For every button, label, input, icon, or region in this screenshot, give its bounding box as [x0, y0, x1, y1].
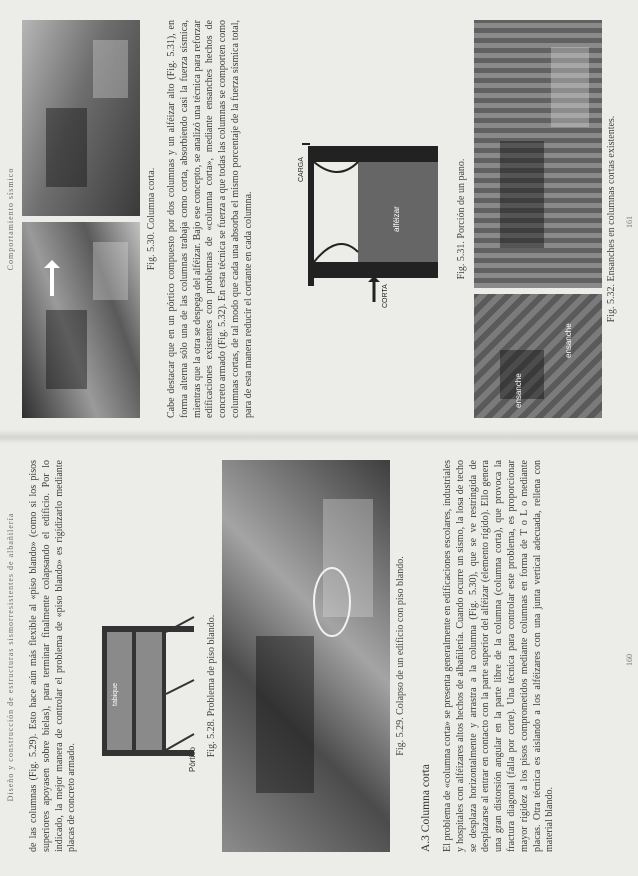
running-header: Comportamiento sísmico: [6, 167, 15, 271]
right-paragraph: Cabe destacar que en un pórtico compuesto por dos columnas y un alféizar alto (Fig. 5.31), en forma alterna sólo una de las columnas trabaja como corta, absorbiendo casi la fuerza sísmica, mientras que la otra se despega del alféizar. Bajo ese concepto, se analizó una técnica para reforzar edificaciones existentes con problemas de «columna corta», mediante ensanches hechos de concreto armado (Fig. 5.32). En esta técnica se fuerza a que todas las columnas se comporten como columnas cortas, de tal modo que cada una absorba el mismo porcentaje de la fuerza sísmica total, para de esta manera reducir el cortante en cada columna.: [166, 20, 254, 418]
fig-5-29-photo: [222, 460, 390, 852]
fig-5-31-caption: Fig. 5.31. Porción de un pano.: [456, 158, 467, 280]
figure-5-31: [298, 122, 450, 312]
page-number: 160: [625, 654, 634, 666]
fig-5-32-caption: Fig. 5.32. Ensanches en columnas cortas existentes.: [606, 115, 617, 323]
section-title: A.3 Columna corta: [420, 764, 432, 852]
intro-paragraph: de las columnas (Fig. 5.29). Esto hace aún más flexible al «piso blando» (como si los pisos superiores apoyasen sobre bielas), para terminar finalmente colapsando el edificio. Por lo indicado, la mejor manera de controlar el problema de «piso blando» es rigidizarlo mediante placas de concreto armado.: [28, 460, 78, 852]
short-column-diagram: [298, 122, 450, 312]
arrow-icon: [42, 258, 62, 298]
figure-5-28: [96, 602, 206, 772]
corta-label: CORTA: [382, 284, 389, 308]
fig-5-32-photo-right: [474, 20, 602, 288]
left-page: [0, 438, 638, 876]
alfeizar-label: alféizar: [392, 206, 401, 232]
portico-label: Pórtico: [188, 747, 197, 772]
tabique-label: tabique: [112, 683, 119, 706]
ensanche-label: ensanche: [514, 373, 523, 408]
carga-label: CARGA: [298, 157, 305, 182]
highlight-ellipse: [222, 460, 390, 852]
fig-5-32-photo-left: [474, 294, 602, 418]
fig-5-30-photo-right: [22, 20, 140, 216]
ensanche-label: ensanche: [564, 323, 573, 358]
fig-5-28-caption: Fig. 5.28. Problema de piso blando.: [206, 614, 217, 758]
section-paragraph: El problema de «columna corta» se presenta generalmente en edificaciones escolares, industriales y hospitales con alféizares altos hechos de albañilería. Cuando ocurre un sismo, la losa de techo se desplaza horizontalmente y arrastra a la columna (Fig. 5.30), que se ve restringida de desplazarse al entrar en contacto con la parte superior del alféizar (elemento rígido). Ello genera una gran distorsión angular en la parte libre de la columna (columna corta), que provoca la fractura diagonal (falla por corte). Una técnica para controlar este problema, es proporcionar mayor rigidez a los pisos comprometidos mediante columnas en forma de T o L o mediante placas. Otra técnica es aislando a los alféizares con una junta vertical adecuada, rellena con material blando.: [442, 460, 556, 852]
fig-5-29-caption: Fig. 5.29. Colapso de un edificio con piso blando.: [395, 556, 406, 756]
fig-5-30-photo-left: [22, 222, 140, 418]
running-header: Diseño y construcción de estructuras sismorresistentes de albañilería: [6, 512, 15, 802]
fig-5-30-caption: Fig. 5.30. Columna corta.: [146, 167, 157, 271]
page-number: 161: [625, 216, 634, 228]
